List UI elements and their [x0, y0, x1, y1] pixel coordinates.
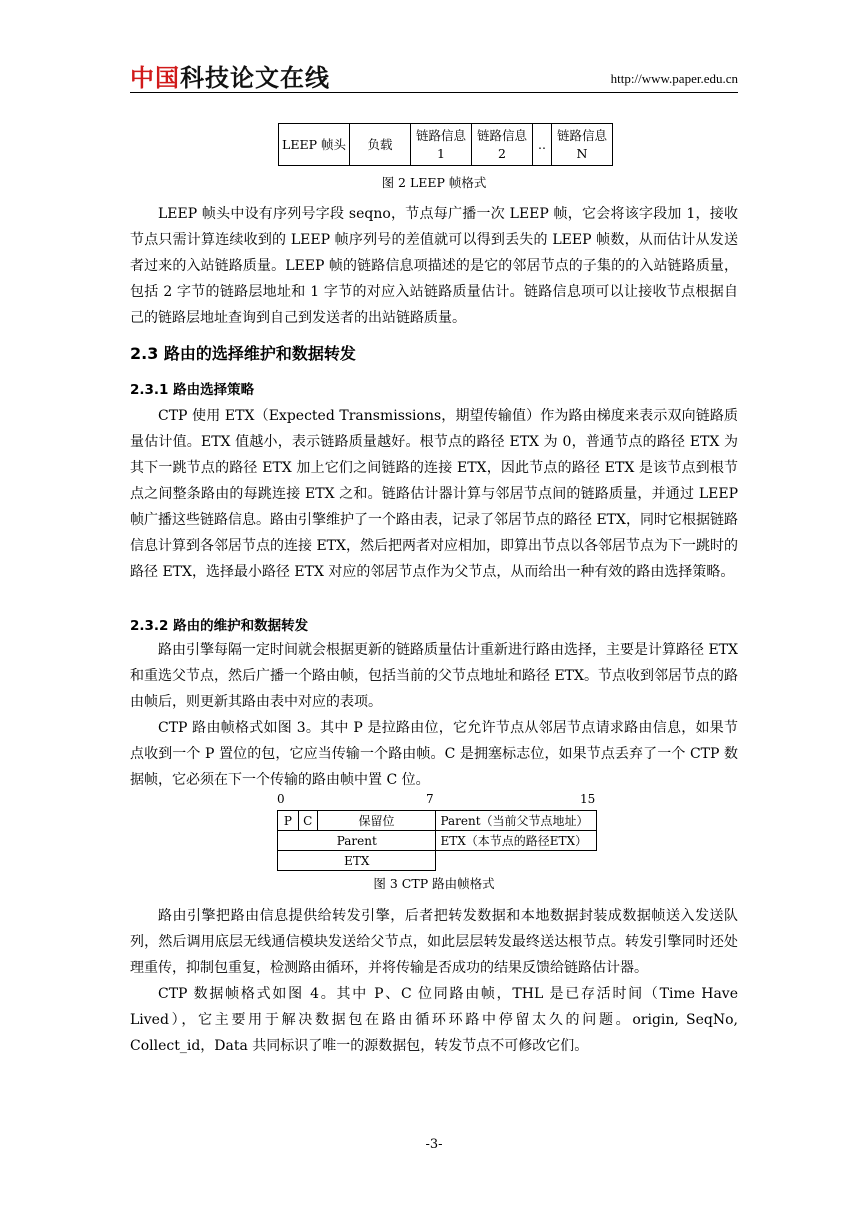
section-heading-2-3-1: 2.3.1 路由选择策略 [130, 382, 255, 398]
fig3-bit-15: 15 [580, 792, 596, 806]
logo-red-text: 中国 [130, 64, 180, 92]
fig3-cell-parent: Parent [278, 831, 436, 851]
paragraph-1-block [130, 201, 738, 331]
fig2-cell-link2: 链路信息 2 [472, 124, 533, 166]
logo-black-text: 科技论文在线 [180, 64, 330, 92]
paragraph-5-6-block [130, 903, 738, 1059]
paragraph-5: 路由引擎把路由信息提供给转发引擎，后者把转发数据和本地数据封装成数据帧送入发送队列，然后调用底层无线通信模块发送给父节点，如此层层转发最终送达根节点。转发引擎同时还处理重传，抑制包重复，检测路由循环，并将传输是否成功的结果反馈给链路估计器。 [130, 908, 738, 976]
fig2-cell-ellipsis: .. [533, 124, 552, 166]
section-heading-2-3-2: 2.3.2 路由的维护和数据转发 [130, 618, 309, 634]
header-url[interactable]: http://www.paper.edu.cn [610, 71, 738, 86]
fig2-cell-header: LEEP 帧头 [279, 124, 350, 166]
figure-3-caption: 图 3 CTP 路由帧格式 [373, 876, 495, 891]
paragraph-2: CTP 使用 ETX（Expected Transmissions，期望传输值）作为路由梯度来表示双向链路质量估计值。ETX 值越小，表示链路质量越好。根节点的路径 ETX 为 0，普通节点的路径 ETX 为其下一跳节点的路径 ETX 加上它们之间链路的连接 ETX，因此节点的路径 ETX 是该节点到根节点之间整条路由的每跳连接 ETX 之和。链路估计器计算与邻居节点间的链路质量，并通过 LEEP 帧广播这些链路信息。路由引擎维护了一个路由表，记录了邻居节点的路径 ETX，同时它根据链路信息计算到各邻居节点的连接 ETX，然后把两者对应相加，即算出节点以各邻居节点为下一跳时的路径 ETX，选择最小路径 ETX 对应的邻居节点作为父节点，从而给出一种有效的路由选择策略。 [130, 408, 738, 580]
paragraph-2-block [130, 403, 738, 585]
fig3-cell-etx: ETX [278, 851, 436, 871]
fig2-cell-link1: 链路信息 1 [411, 124, 472, 166]
paragraph-3-4-block [130, 637, 738, 793]
figure-2-caption: 图 2 LEEP 帧格式 [381, 175, 487, 190]
fig3-cell-c: C [298, 811, 317, 831]
paragraph-4: CTP 路由帧格式如图 3。其中 P 是拉路由位，它允许节点从邻居节点请求路由信息，如果节点收到一个 P 置位的包，它应当传输一个路由帧。C 是拥塞标志位，如果节点丢弃了一个 CTP 数据帧，它必须在下一个传输的路由帧中置 C 位。 [130, 720, 738, 788]
section-heading-2-3: 2.3 路由的选择维护和数据转发 [130, 344, 356, 363]
fig3-bit-7: 7 [426, 792, 434, 806]
paragraph-1: LEEP 帧头中设有序列号字段 seqno，节点每广播一次 LEEP 帧，它会将该字段加 1，接收节点只需计算连续收到的 LEEP 帧序列号的差值就可以得到丢失的 LEEP 帧数，从而估计从发送者过来的入站链路质量。LEEP 帧的链路信息项描述的是它的邻居节点的子集的的入站链路质量，包括 2 字节的链路层地址和 1 字节的对应入站链路质量估计。链路信息项可以让接收节点根据自己的链路层地址查询到自己到发送者的出站链路质量。 [130, 206, 738, 326]
site-logo [130, 63, 330, 93]
figure-2-table [278, 123, 613, 166]
page-number: -3- [425, 1137, 443, 1152]
fig3-table [277, 810, 597, 871]
figure-3 [277, 792, 597, 872]
fig3-cell-empty [436, 851, 597, 871]
fig3-bit-0: 0 [277, 792, 285, 806]
fig3-cell-parent-desc: Parent（当前父节点地址） [436, 811, 597, 831]
paragraph-3: 路由引擎每隔一定时间就会根据更新的链路质量估计重新进行路由选择，主要是计算路径 ETX 和重选父节点，然后广播一个路由帧，包括当前的父节点地址和路径 ETX。节点收到邻居节点的路由帧后，则更新其路由表中对应的表项。 [130, 642, 738, 710]
fig2-cell-payload: 负载 [350, 124, 411, 166]
fig3-cell-reserved: 保留位 [317, 811, 436, 831]
fig3-cell-etx-desc: ETX（本节点的路径ETX） [436, 831, 597, 851]
fig3-cell-p: P [278, 811, 299, 831]
fig2-cell-linkn: 链路信息 N [552, 124, 613, 166]
header-rule [130, 92, 738, 93]
paragraph-6: CTP 数据帧格式如图 4。其中 P、C 位同路由帧，THL 是已存活时间（Time Have Lived），它主要用于解决数据包在路由循环环路中停留太久的问题。origin, SeqNo, Collect_id，Data 共同标识了唯一的源数据包，转发节点不可修改它们。 [130, 986, 738, 1054]
